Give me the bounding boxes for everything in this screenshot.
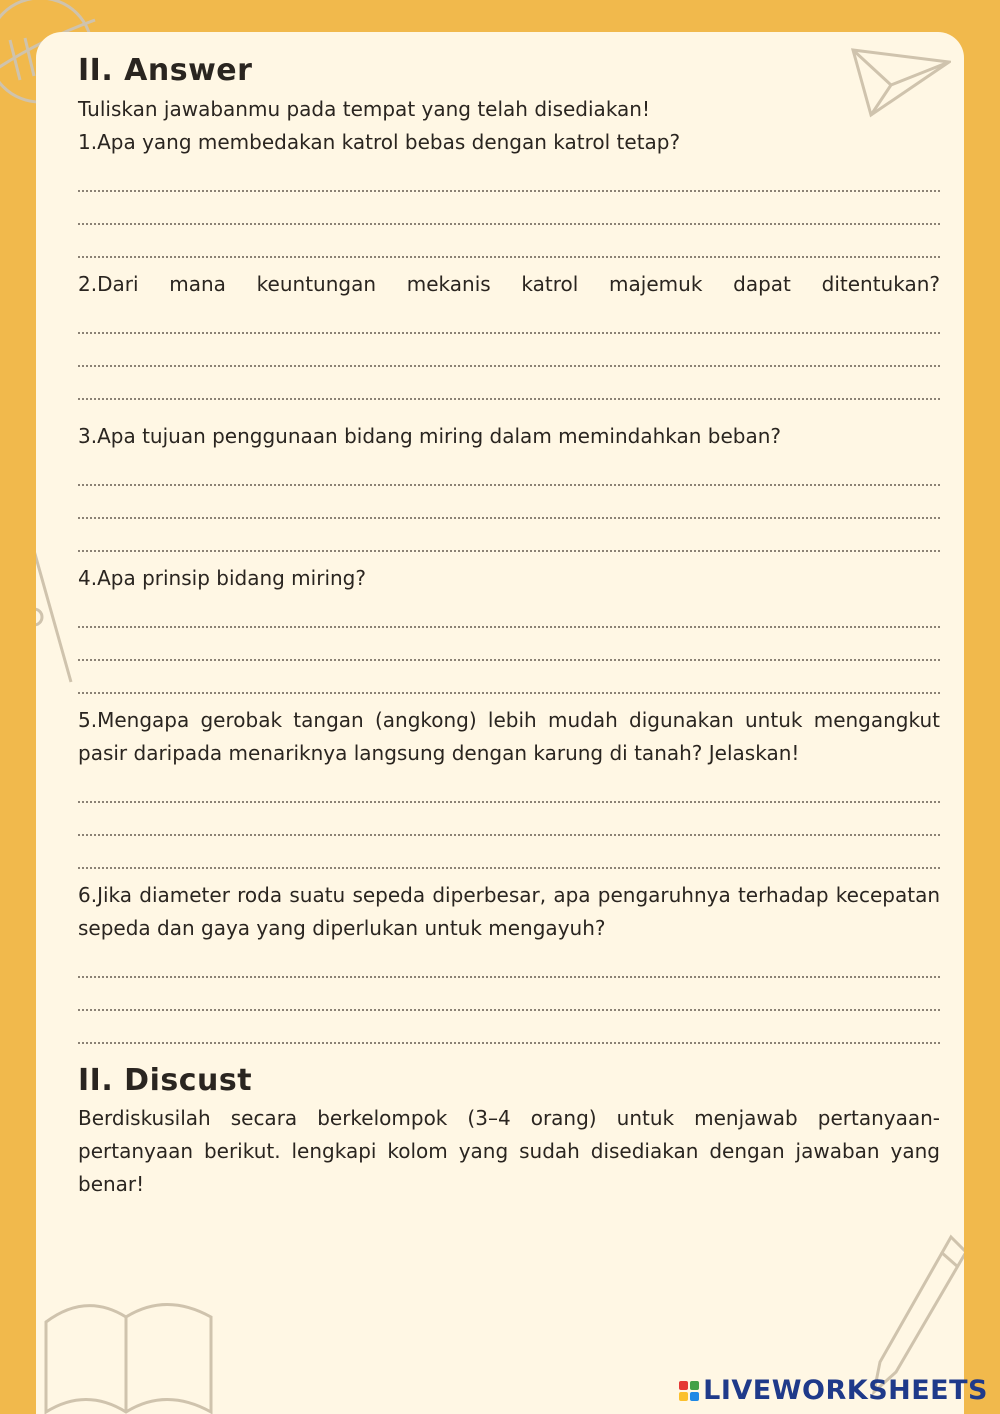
question-4-block xyxy=(78,562,940,694)
logo-text: LIVEWORKSHEETS xyxy=(703,1375,988,1406)
open-book-icon xyxy=(36,1262,226,1414)
answer-line-3b[interactable] xyxy=(78,486,940,519)
discuss-instructions: Berdiskusilah secara berkelompok (3–4 orang) untuk menjawab pertanyaan-pertanyaan berikut. lengkapi kolom yang sudah disediakan dengan jawaban yang benar! xyxy=(78,1106,940,1196)
question-1: 1.Apa yang membedakan katrol bebas dengan katrol tetap? xyxy=(78,129,681,154)
liveworksheets-logo xyxy=(679,1375,988,1406)
answer-line-2c[interactable] xyxy=(78,367,940,400)
answer-line-5a[interactable] xyxy=(78,770,940,803)
question-6-block xyxy=(78,879,940,1044)
answer-line-5b[interactable] xyxy=(78,803,940,836)
answer-line-2a[interactable] xyxy=(78,301,940,334)
answer-line-4c[interactable] xyxy=(78,661,940,694)
answer-line-6a[interactable] xyxy=(78,945,940,978)
question-5-block xyxy=(78,704,940,869)
answer-line-1b[interactable] xyxy=(78,192,940,225)
question-5: 5.Mengapa gerobak tangan (angkong) lebih mudah digunakan untuk mengangkut pasir daripada menariknya langsung dengan karung di tanah? Jelaskan! xyxy=(78,707,940,765)
question-3-block xyxy=(78,420,940,552)
answer-line-2b[interactable] xyxy=(78,334,940,367)
question-2: 2.Dari mana keuntungan mekanis katrol majemuk dapat ditentukan? xyxy=(78,271,940,296)
question-2-block xyxy=(78,268,940,400)
question-3: 3.Apa tujuan penggunaan bidang miring dalam memindahkan beban? xyxy=(78,423,782,448)
answer-line-1a[interactable] xyxy=(78,159,940,192)
answer-line-6b[interactable] xyxy=(78,978,940,1011)
answer-line-5c[interactable] xyxy=(78,836,940,869)
question-1-block xyxy=(78,126,940,258)
worksheet-card xyxy=(36,32,964,1414)
question-6: 6.Jika diameter roda suatu sepeda diperbesar, apa pengaruhnya terhadap kecepatan sepeda dan gaya yang diperlukan untuk mengayuh? xyxy=(78,882,940,940)
answer-line-4a[interactable] xyxy=(78,595,940,628)
answer-line-3a[interactable] xyxy=(78,453,940,486)
logo-mark-icon xyxy=(679,1381,699,1401)
discuss-section-heading: II. Discust xyxy=(78,1062,253,1098)
answer-line-4b[interactable] xyxy=(78,628,940,661)
answer-instructions: Tuliskan jawabanmu pada tempat yang telah disediakan! xyxy=(78,96,650,121)
answer-line-1c[interactable] xyxy=(78,225,940,258)
worksheet-content xyxy=(78,54,940,1201)
answer-section-heading: II. Answer xyxy=(78,53,253,88)
answer-line-3c[interactable] xyxy=(78,519,940,552)
answer-line-6c[interactable] xyxy=(78,1011,940,1044)
question-4: 4.Apa prinsip bidang miring? xyxy=(78,565,366,590)
